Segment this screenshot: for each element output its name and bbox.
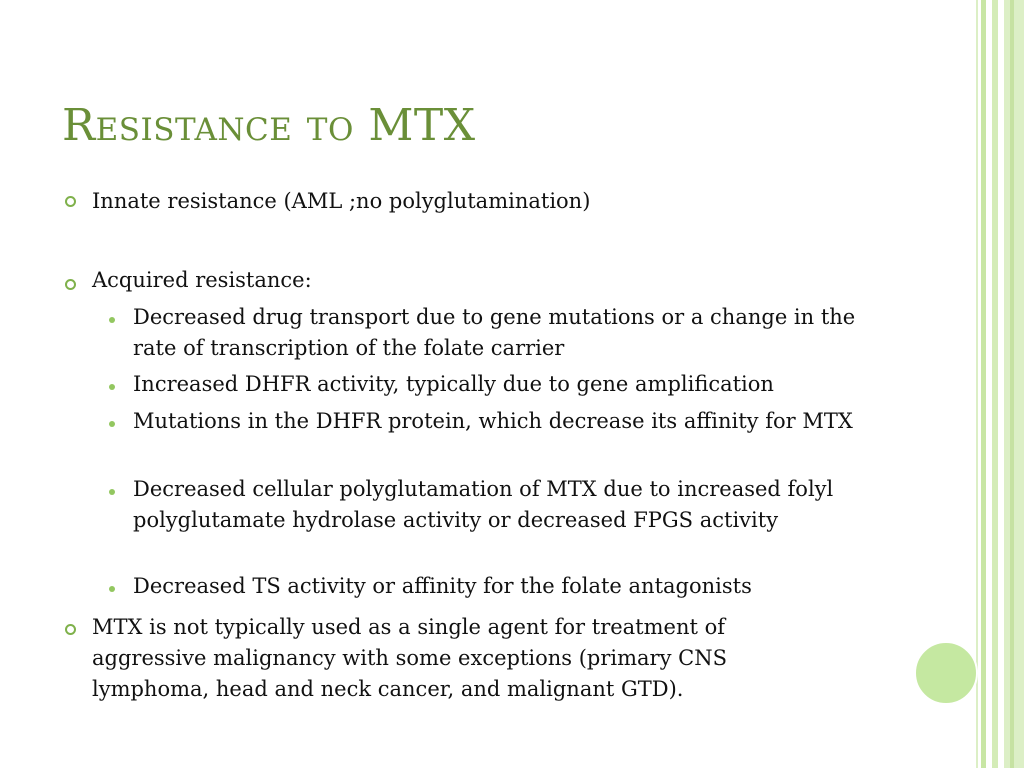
sub-bullet-marker-icon [109,421,115,427]
list-item-text: Acquired resistance: [92,268,312,292]
list-item [133,369,893,400]
list-item [92,265,912,296]
list-item [133,406,883,437]
slide-title: Resistance to MTX [62,100,476,151]
list-item-text: Increased DHFR activity, typically due to gene amplification [133,372,774,396]
list-item-text: Decreased drug transport due to gene mutations or a change in the rate of transcription of the folate carrier [133,305,856,360]
list-item-text: Mutations in the DHFR protein, which decrease its affinity for MTX [133,409,853,433]
list-item-text: Innate resistance (AML ;no polyglutamination) [92,189,591,213]
sub-bullet-marker-icon [109,317,115,323]
list-item [133,571,893,602]
list-item-text: Decreased cellular polyglutamation of MTX due to increased folyl polyglutamate hydrolase activity or decreased FPGS activity [133,477,834,532]
list-item [133,302,863,364]
list-item [92,186,912,217]
list-item [133,474,863,536]
sub-bullet-marker-icon [109,384,115,390]
decor-circle [914,641,978,705]
list-item-text: Decreased TS activity or affinity for the folate antagonists [133,574,752,598]
list-item-text: MTX is not typically used as a single agent for treatment of aggressive malignancy with some exceptions (primary CNS lymphoma, head and neck cancer, and malignant GTD). [92,615,727,701]
bullet-marker-icon [65,624,76,635]
decor-stripe [1010,0,1014,768]
bullet-marker-icon [65,196,76,207]
decor-stripe [992,0,998,768]
list-item [92,612,822,705]
decor-stripe [981,0,986,768]
bullet-marker-icon [65,279,76,290]
sub-bullet-marker-icon [109,489,115,495]
decor-stripe [1004,0,1024,768]
sub-bullet-marker-icon [109,586,115,592]
decor-stripe [976,0,978,768]
